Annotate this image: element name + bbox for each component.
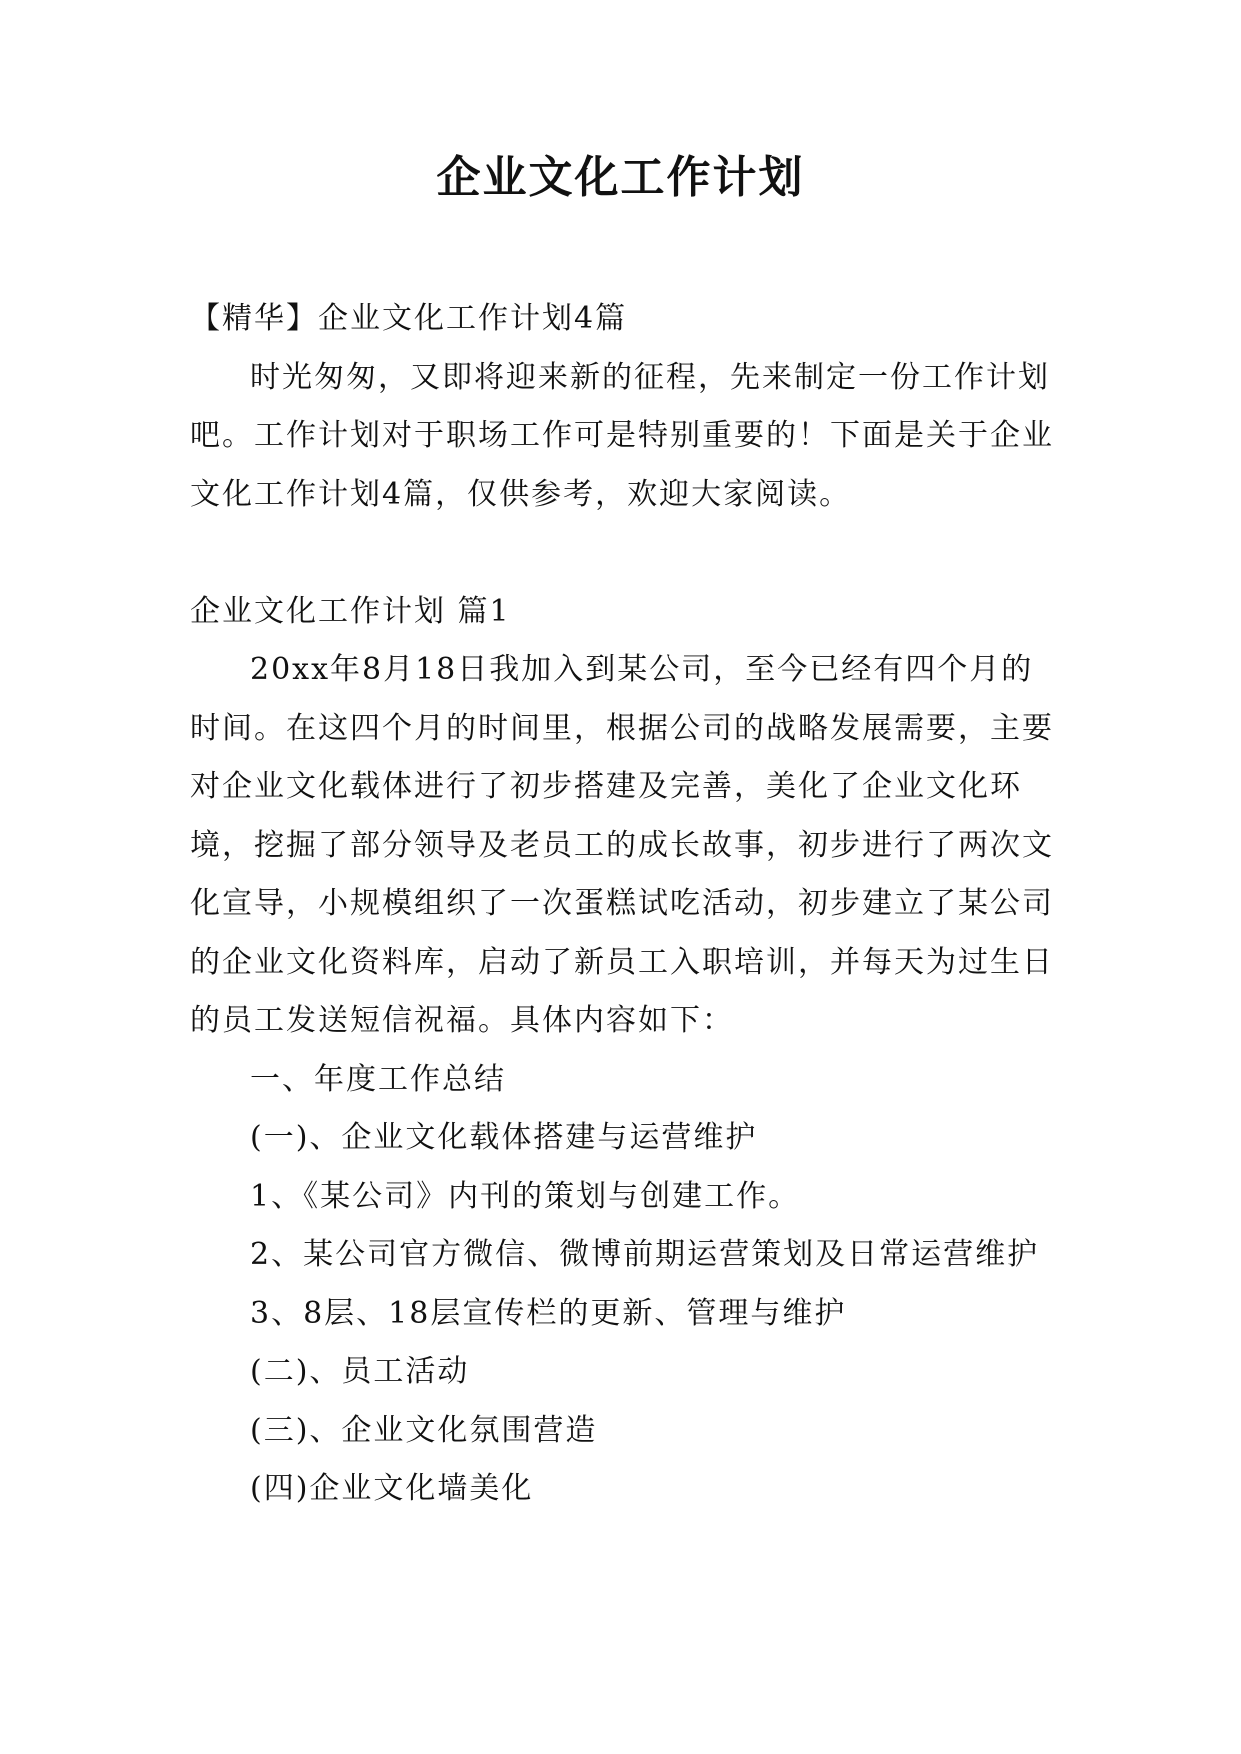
list-item: 1、《某公司》内刊的策划与创建工作。 [250, 1178, 801, 1214]
document-content [190, 290, 1060, 1519]
list-item: 2、某公司官方微信、微博前期运营策划及日常运营维护 [250, 1237, 1040, 1272]
paragraph-spacer [190, 524, 1060, 583]
list-item: 一、年度工作总结 [250, 1061, 506, 1097]
section-title: 企业文化工作计划 篇1 [190, 593, 511, 629]
section-paragraph: 20xx年8月18日我加入到某公司，至今已经有四个月的时间。在这四个月的时间里，根据公司的战略发展需要，主要对企业文化载体进行了初步搭建及完善，美化了企业文化环境，挖掘了部分领导及老员工的成长故事，初步进行了两次文化宣导，小规模组织了一次蛋糕试吃活动，初步建立了某公司的企业文化资料库，启动了新员工入职培训，并每天为过生日的员工发送短信祝福。具体内容如下： [190, 652, 1054, 1038]
list-item: 3、8层、18层宣传栏的更新、管理与维护 [250, 1295, 847, 1331]
document-heading: 【精华】企业文化工作计划4篇 [190, 301, 628, 336]
list-item: (三)、企业文化氛围营造 [250, 1412, 598, 1448]
list-item: (一)、企业文化载体搭建与运营维护 [250, 1120, 758, 1155]
intro-paragraph: 时光匆匆，又即将迎来新的征程，先来制定一份工作计划吧。工作计划对于职场工作可是特别重要的！下面是关于企业文化工作计划4篇，仅供参考，欢迎大家阅读。 [190, 359, 1054, 512]
list-item: (二)、员工活动 [250, 1354, 470, 1389]
list-item: (四)企业文化墙美化 [250, 1471, 534, 1506]
document-title: 企业文化工作计划 [436, 152, 805, 203]
